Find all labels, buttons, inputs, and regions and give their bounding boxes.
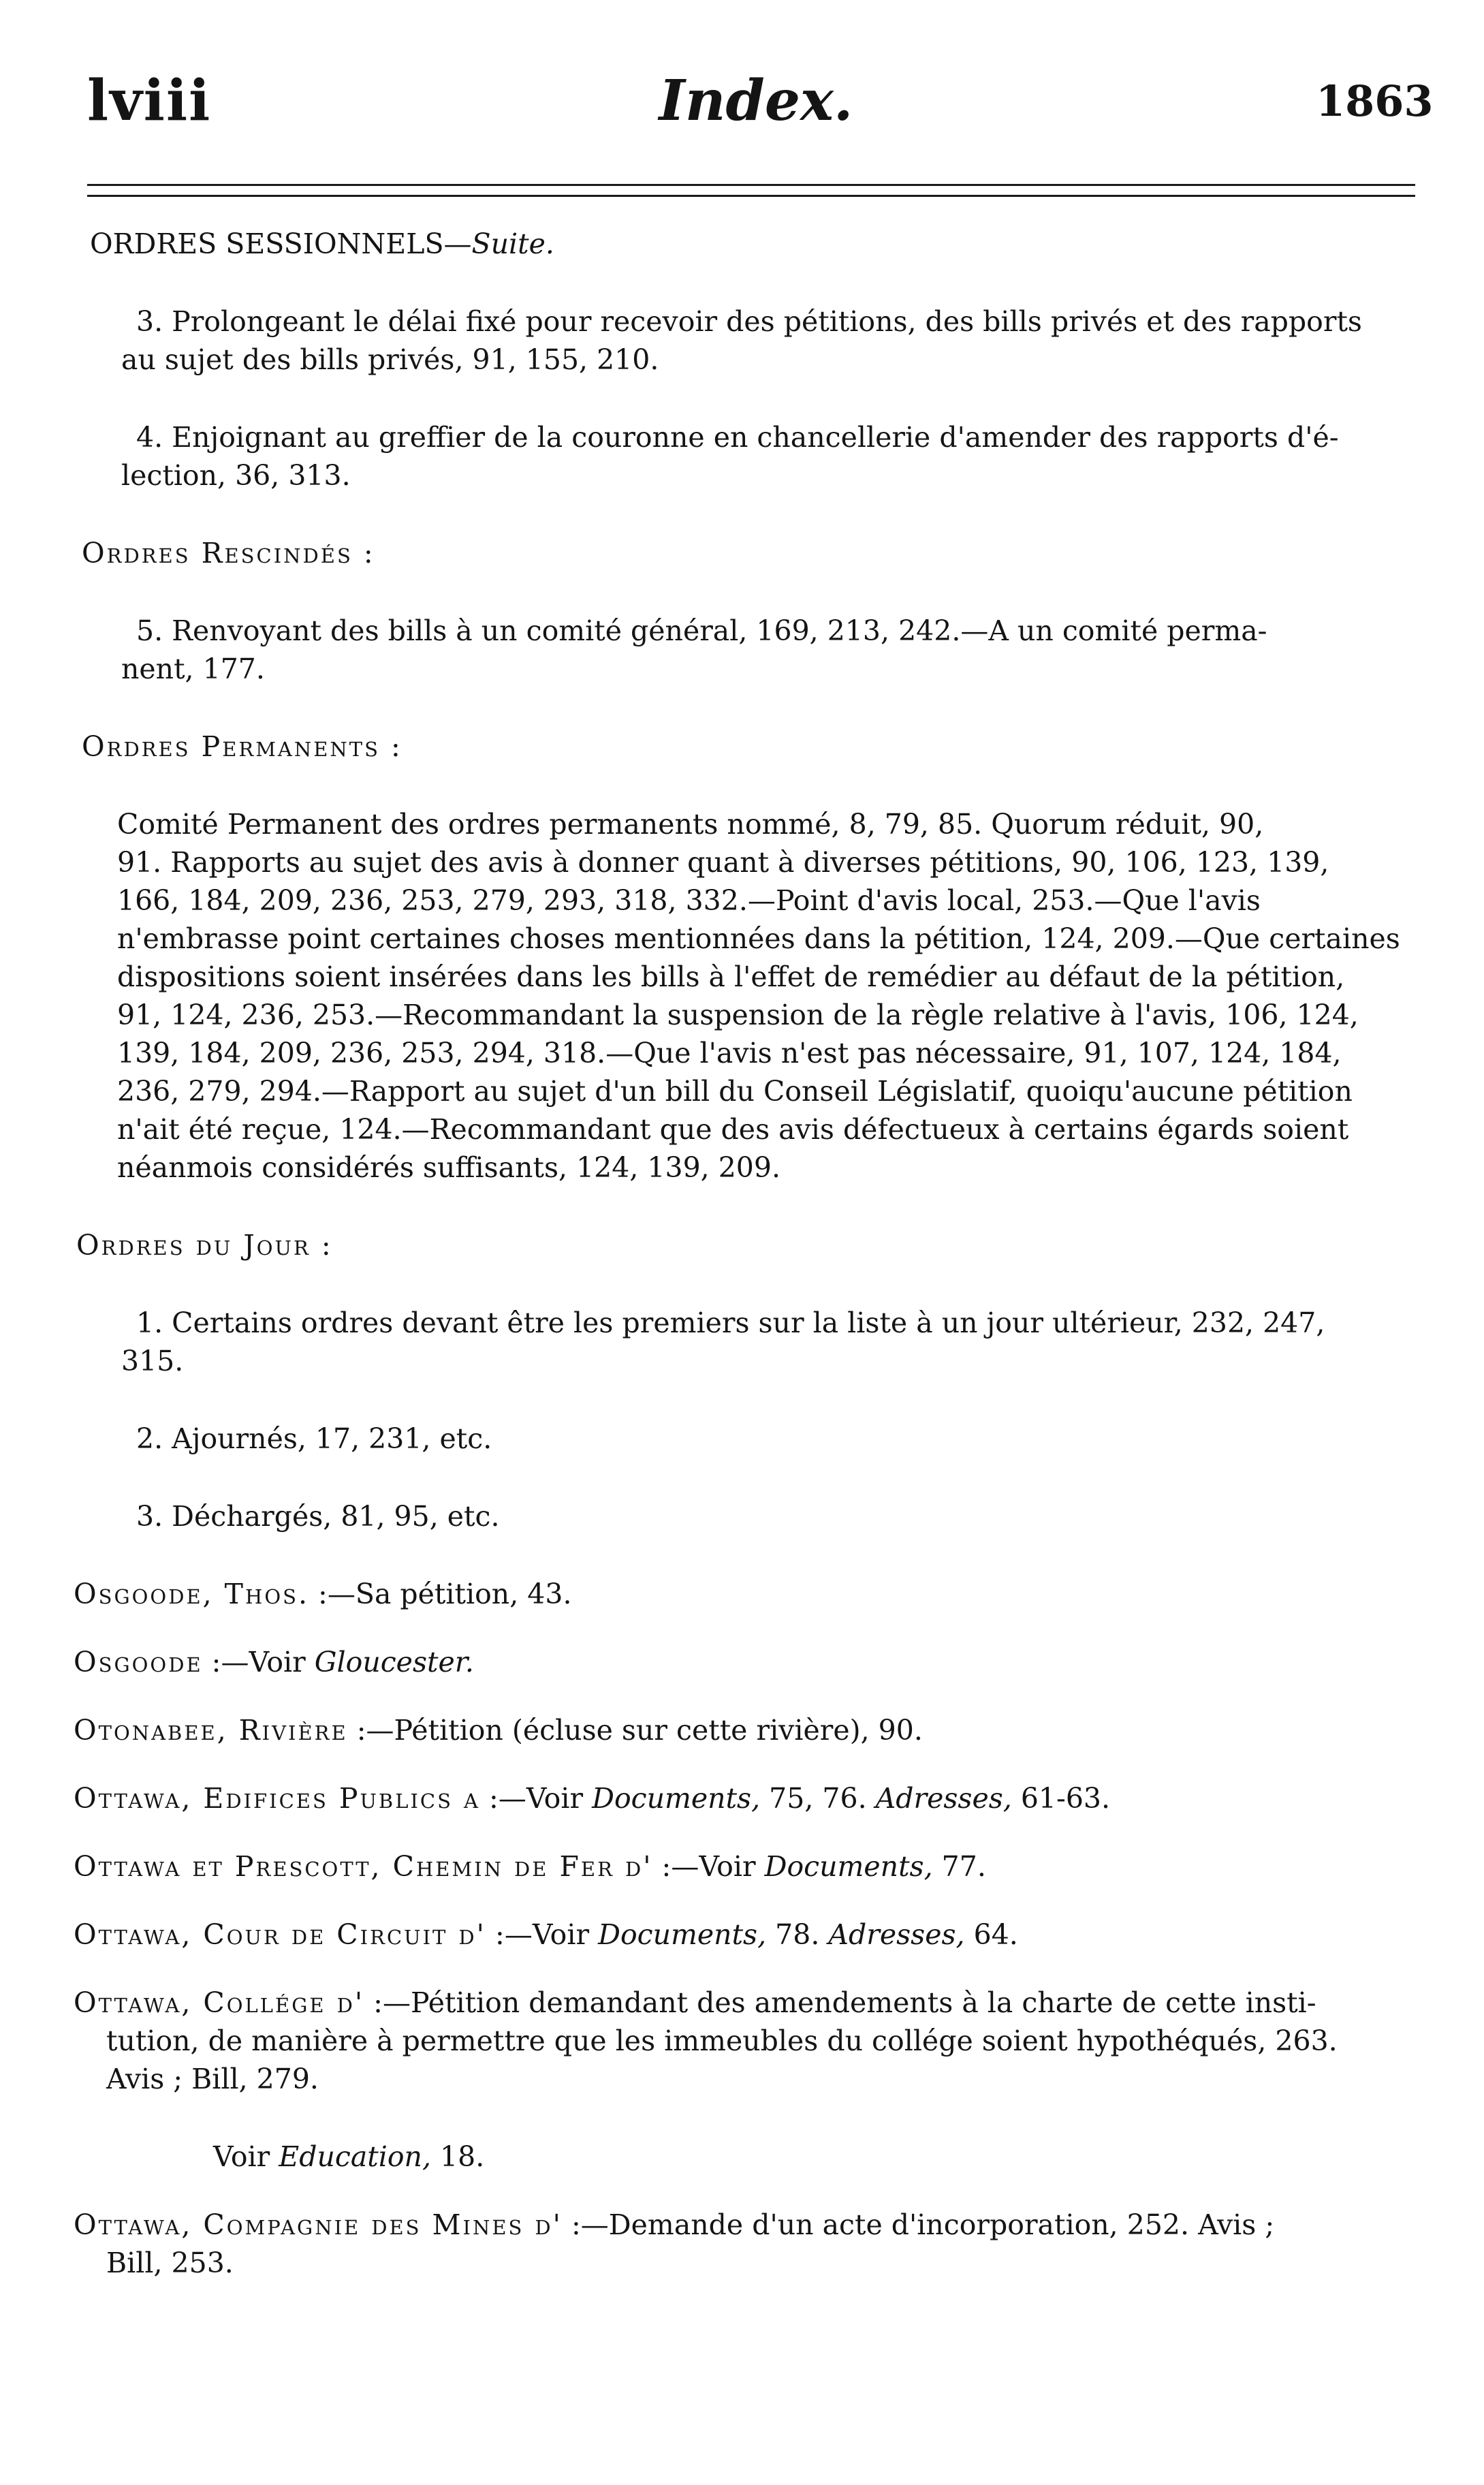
- list-item: 3. Déchargés, 81, 95, etc.: [136, 1500, 500, 1533]
- header-rule-top: [87, 184, 1415, 186]
- index-entry-osgoode: Osgoode :—Voir Gloucester.: [74, 1646, 474, 1678]
- index-entry-osgoode-thos: Osgoode, Thos. :—Sa pétition, 43.: [74, 1578, 572, 1610]
- index-entry-ottawa-college: Ottawa, Collége d' :—Pétition demandant des amendements à la charte de cette insti- tution, de manière à permettre que les immeubles du collége soient hypothéqués, 263. Avis ; Bill, 279. Voir Education, 18.: [74, 1986, 1338, 2173]
- section-heading-ordres-rescindes: Ordres Rescindés :: [82, 537, 375, 569]
- index-entry-ottawa-edifices: Ottawa, Edifices Publics a :—Voir Documents, 75, 76. Adresses, 61-63.: [74, 1782, 1111, 1815]
- index-entry-ottawa-prescott: Ottawa et Prescott, Chemin de Fer d' :—Voir Documents, 77.: [74, 1850, 986, 1883]
- page-number: lviii: [87, 68, 212, 134]
- index-entry-otonabee: Otonabee, Rivière :—Pétition (écluse sur cette rivière), 90.: [74, 1714, 923, 1747]
- list-item: 3. Prolongeant le délai fixé pour recevoir des pétitions, des bills privés et des rapports au sujet des bills privés, 91, 155, 210.: [121, 305, 1362, 376]
- index-content: [68, 225, 1420, 2282]
- section-heading-ordres-sessionnels: ORDRES SESSIONNELS—Suite.: [90, 228, 554, 260]
- list-item: 1. Certains ordres devant être les premiers sur la liste à un jour ultérieur, 232, 247, 315.: [121, 1307, 1325, 1377]
- index-entry-ottawa-mines: Ottawa, Compagnie des Mines d' :—Demande d'un acte d'incorporation, 252. Avis ; Bill, 253.: [74, 2208, 1275, 2279]
- permanents-paragraph: Comité Permanent des ordres permanents nommé, 8, 79, 85. Quorum réduit, 90, 91. Rapports au sujet des avis à donner quant à diverses pétitions, 90, 106, 123, 139, 166, 184, 209, 236, 253, 279, 293, 318, 332.—Point d'avis local, 253.—Que l'avis n'embrasse point certaines choses mentionnées dans la pétition, 124, 209.—Que certaines dispositions soient insérées dans les bills à l'effet de remédier au défaut de la pétition, 91, 124, 236, 253.—Recommandant la suspension de la règle relative à l'avis, 106, 124, 139, 184, 209, 236, 253, 294, 318.—Que l'avis n'est pas nécessaire, 91, 107, 124, 184, 236, 279, 294.—Rapport au sujet d'un bill du Conseil Législatif, quoiqu'aucune pétition n'ait été reçue, 124.—Recommandant que des avis défectueux à certains égards soient néanmois considérés suffisants, 124, 139, 209.: [117, 808, 1400, 1184]
- list-item: 2. Ajournés, 17, 231, etc.: [136, 1422, 492, 1455]
- page-year: 1863: [1316, 76, 1434, 126]
- list-item: 5. Renvoyant des bills à un comité général, 169, 213, 242.—A un comité perma- nent, 177.: [121, 614, 1267, 685]
- section-heading-ordres-permanents: Ordres Permanents :: [82, 730, 402, 763]
- list-item: 4. Enjoignant au greffier de la couronne en chancellerie d'amender des rapports d'é- lection, 36, 313.: [121, 421, 1339, 492]
- header-rule-bottom: [87, 195, 1415, 197]
- index-entry-ottawa-cour: Ottawa, Cour de Circuit d' :—Voir Documents, 78. Adresses, 64.: [74, 1918, 1018, 1951]
- page-title: Index.: [659, 68, 853, 134]
- section-heading-ordres-du-jour: Ordres du Jour :: [76, 1229, 333, 1262]
